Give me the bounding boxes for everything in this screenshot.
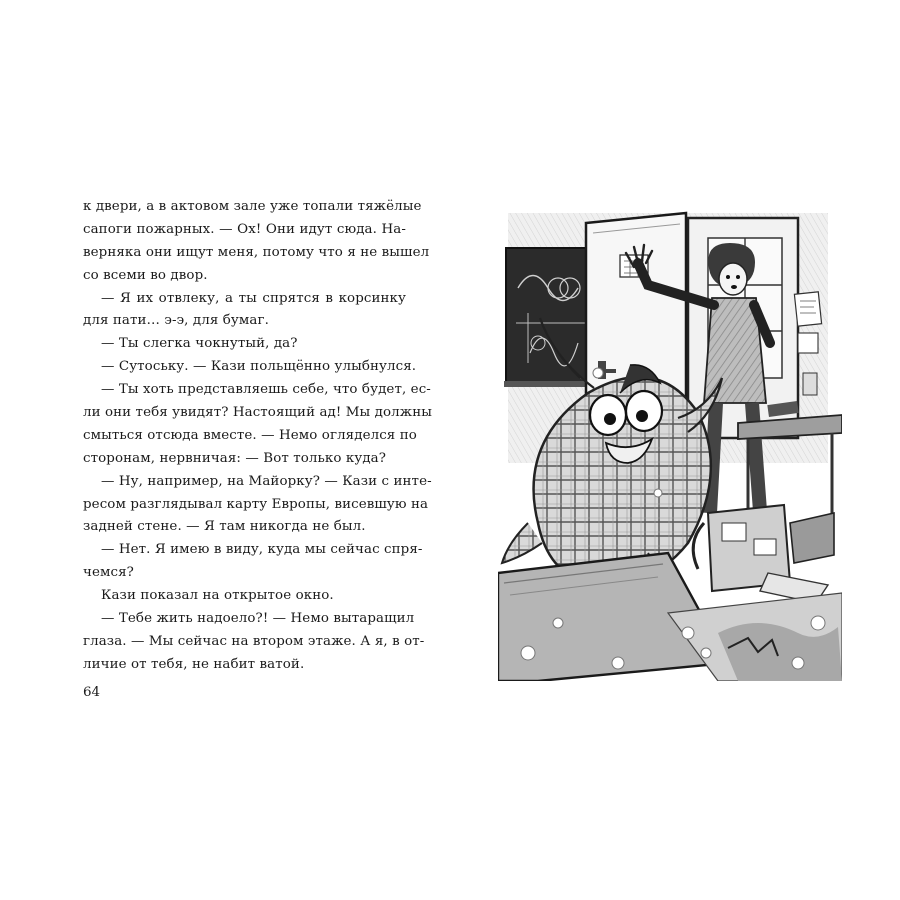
text-line: Кази показал на открытое окно.: [101, 588, 334, 604]
illustration-classroom-scene: [498, 193, 842, 681]
text-line: к двери, а в актовом зале уже топали тяжёлые: [83, 199, 422, 214]
text-line: — Нет. Я имею в виду, куда мы сейчас спря-: [101, 542, 423, 558]
text-line: — Я их отвлеку, а ты спрятся в корсинку: [101, 290, 406, 306]
text-line: сторонам, нервничая: — Вот только куда?: [83, 450, 387, 466]
page-number: 64: [83, 685, 101, 700]
text-line: чемся?: [83, 565, 134, 581]
text-line: глаза. — Мы сейчас на втором этаже. А я, в от-: [83, 633, 425, 649]
text-line: задней стене. — Я там никогда не был.: [83, 519, 366, 535]
text-line: — Ну, например, на Майорку? — Кази с инте-: [101, 473, 432, 489]
body-text: [83, 196, 432, 677]
text-line: — Ты хоть представляешь себе, что будет, ес-: [101, 382, 431, 398]
text-line: со всеми во двор.: [83, 267, 208, 283]
text-line: — Тебе жить надоело?! — Немо вытаращил: [101, 611, 415, 627]
text-line: личие от тебя, не набит ватой.: [83, 656, 305, 672]
text-line: — Сутоську. — Кази польщённо улыбнулся.: [101, 359, 417, 375]
text-line: — Ты слегка чокнутый, да?: [101, 336, 298, 352]
text-line: смыться отсюда вместе. — Немо огляделся по: [83, 427, 417, 443]
text-line: для пати… э-э, для бумаг.: [83, 313, 269, 329]
text-line: сапоги пожарных. — Ох! Они идут сюда. На-: [83, 221, 406, 237]
text-line: верняка они ищут меня, потому что я не вышел: [83, 244, 430, 260]
text-line: ли они тебя увидят? Настоящий ад! Мы должны: [83, 405, 432, 421]
illustration-drawing: [498, 193, 842, 681]
text-line: ресом разглядывал карту Европы, висевшую на: [83, 496, 429, 512]
school-bag: [693, 505, 834, 603]
